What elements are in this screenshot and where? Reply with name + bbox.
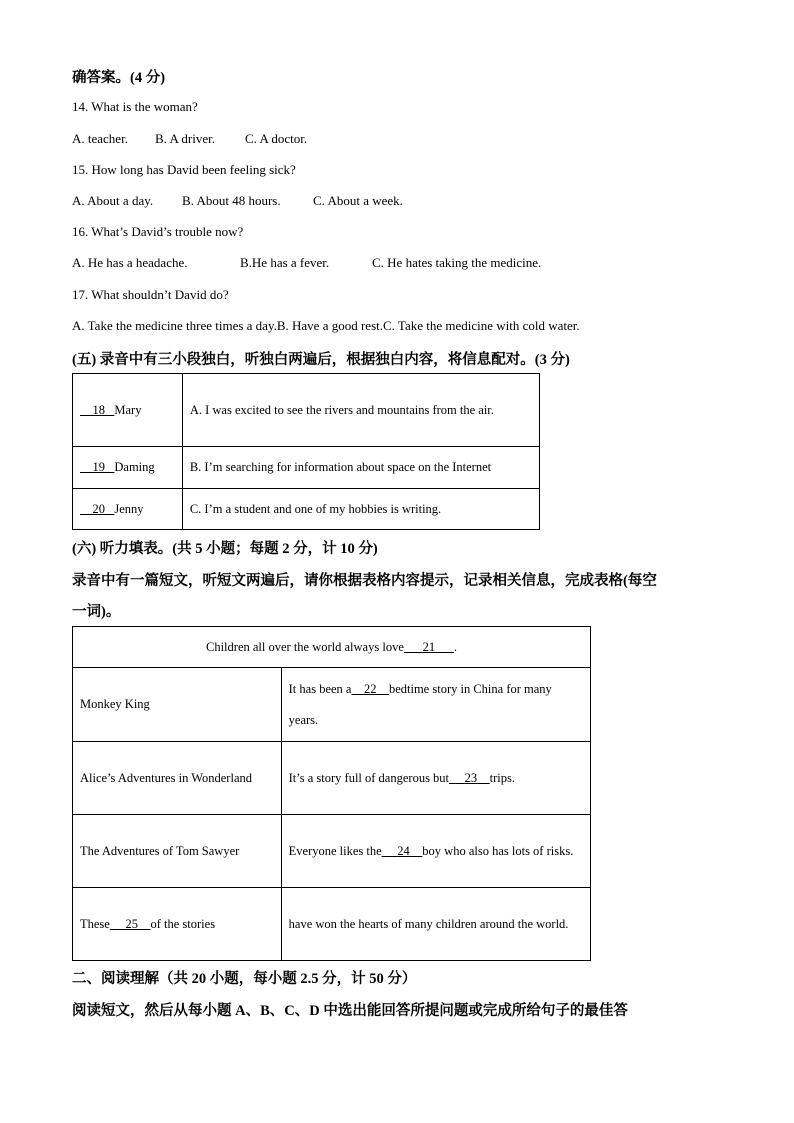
q15-option-b: B. About 48 hours. bbox=[182, 193, 281, 208]
answer-blank: 18 bbox=[92, 402, 105, 417]
question-17: 17. What shouldn’t David do? bbox=[72, 287, 229, 302]
story-description: have won the hearts of many children around the world. bbox=[281, 888, 590, 961]
table-row bbox=[73, 888, 591, 961]
q15-option-c: C. About a week. bbox=[313, 193, 403, 208]
question-16: 16. What’s David’s trouble now? bbox=[72, 224, 244, 239]
match-right-cell: C. I’m a student and one of my hobbies is writing. bbox=[182, 489, 539, 530]
q16-option-b: B.He has a fever. bbox=[240, 255, 330, 270]
section-heading-continued: 确答案。(4 分) bbox=[72, 70, 166, 86]
person-name: Mary bbox=[114, 402, 142, 417]
table-row bbox=[73, 489, 540, 530]
match-right-cell: B. I’m searching for information about space on the Internet bbox=[182, 447, 539, 489]
question-15: 15. How long has David been feeling sick? bbox=[72, 162, 296, 177]
q14-option-a: A. teacher. bbox=[72, 131, 128, 146]
match-left-cell bbox=[73, 374, 183, 447]
story-description: It’s a story full of dangerous but 23 trips. bbox=[281, 742, 590, 815]
fill-in-table bbox=[72, 626, 591, 961]
section-6-heading: (六) 听力填表。(共 5 小题；每题 2 分，计 10 分) bbox=[72, 541, 378, 557]
table-row bbox=[73, 374, 540, 447]
part-2-heading: 二、阅读理解（共 20 小题，每小题 2.5 分，计 50 分） bbox=[72, 971, 417, 987]
q14-option-c: C. A doctor. bbox=[245, 131, 308, 146]
matching-table bbox=[72, 373, 540, 530]
story-description: It has been a 22 bedtime story in China for many years. bbox=[281, 668, 590, 742]
answer-blank: 24 bbox=[397, 843, 410, 858]
answer-blank: 21 bbox=[422, 639, 436, 654]
answer-blank: 22 bbox=[363, 681, 377, 696]
q16-option-c: C. He hates taking the medicine. bbox=[372, 255, 542, 270]
answer-blank: 20 bbox=[92, 501, 105, 516]
person-name: Jenny bbox=[114, 501, 144, 516]
q15-option-a: A. About a day. bbox=[72, 193, 154, 208]
table-row bbox=[73, 668, 591, 742]
part-2-instruction: 阅读短文，然后从每小题 A、B、C、D 中选出能回答所提问题或完成所给句子的最佳答 bbox=[72, 1003, 628, 1019]
table-header-cell: Children all over the world always love 21 . bbox=[73, 627, 591, 668]
section-6-instruction-1: 录音中有一篇短文，听短文两遍后，请你根据表格内容提示，记录相关信息，完成表格(每空 bbox=[72, 573, 657, 589]
story-title: Alice’s Adventures in Wonderland bbox=[73, 742, 282, 815]
table-row bbox=[73, 815, 591, 888]
table-header-row bbox=[73, 627, 591, 668]
story-description: Everyone likes the 24 boy who also has lots of risks. bbox=[281, 815, 590, 888]
story-title: Monkey King bbox=[73, 668, 282, 742]
q16-option-a: A. He has a headache. bbox=[72, 255, 188, 270]
table-row bbox=[73, 447, 540, 489]
question-14: 14. What is the woman? bbox=[72, 99, 198, 114]
section-6-instruction-2: 一词)。 bbox=[72, 604, 121, 620]
match-left-cell bbox=[73, 489, 183, 530]
q14-option-b: B. A driver. bbox=[155, 131, 215, 146]
story-title: These 25 of the stories bbox=[73, 888, 282, 961]
section-5-heading: (五) 录音中有三小段独白，听独白两遍后，根据独白内容，将信息配对。(3 分) bbox=[72, 352, 570, 368]
answer-blank: 23 bbox=[464, 770, 478, 785]
match-right-cell: A. I was excited to see the rivers and mountains from the air. bbox=[182, 374, 539, 447]
q17-options: A. Take the medicine three times a day.B. Have a good rest.C. Take the medicine with cold water. bbox=[72, 318, 580, 333]
table-row bbox=[73, 742, 591, 815]
answer-blank: 25 bbox=[125, 916, 138, 931]
match-left-cell bbox=[73, 447, 183, 489]
person-name: Daming bbox=[114, 460, 155, 474]
story-title: The Adventures of Tom Sawyer bbox=[73, 815, 282, 888]
answer-blank: 19 bbox=[92, 460, 105, 474]
